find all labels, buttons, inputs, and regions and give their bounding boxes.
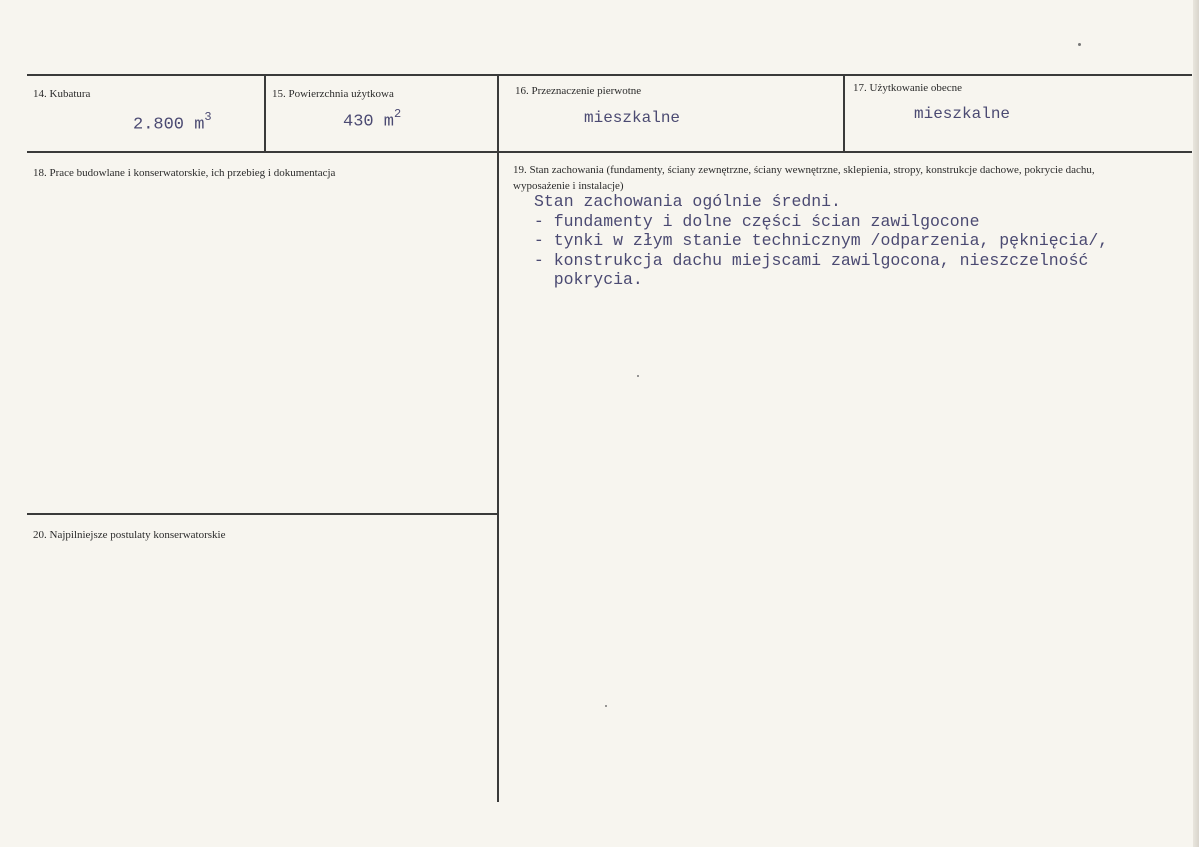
top-rule (27, 74, 1192, 76)
field-19-label: 19. Stan zachowania (fundamenty, ściany zewnętrzne, ściany wewnętrzne, sklepienia, stropy, konstrukcje dachowe, pokrycie dachu, wyposażenie i instalacje) (513, 164, 1095, 192)
card-edge (1193, 0, 1199, 847)
field-19-text (516, 192, 1108, 290)
powierzchnia-exponent: 2 (394, 107, 402, 121)
powierzchnia-value: 430 m (343, 112, 395, 132)
field-14-label: 14. Kubatura (33, 88, 91, 100)
condition-line: Stan zachowania ogólnie średni. (534, 192, 841, 211)
field18-bottom-rule (27, 513, 498, 515)
divider-16-17 (843, 75, 845, 152)
condition-line: - konstrukcja dachu miejscami zawilgocona, nieszczelność (524, 250, 1089, 270)
kubatura-exponent: 3 (204, 110, 212, 124)
field-16-label: 16. Przeznaczenie pierwotne (515, 85, 642, 97)
divider-15-16 (497, 75, 499, 802)
condition-line: pokrycia. (524, 270, 643, 289)
divider-14-15 (264, 75, 266, 152)
field-15-value (343, 109, 401, 132)
paper-speck (1078, 43, 1081, 46)
field-16-value: mieszkalne (584, 109, 681, 127)
field-20-label: 20. Najpilniejsze postulaty konserwatorskie (33, 529, 226, 541)
field-15-label: 15. Powierzchnia użytkowa (272, 88, 394, 100)
field-17-label: 17. Użytkowanie obecne (853, 82, 963, 94)
paper-speck (605, 705, 607, 707)
field-14-value (133, 112, 212, 135)
field-17-value: mieszkalne (914, 105, 1011, 123)
condition-line: - fundamenty i dolne części ścian zawilgocone (524, 211, 980, 231)
field-18-label: 18. Prace budowlane i konserwatorskie, ich przebieg i dokumentacja (33, 167, 336, 179)
condition-line: - tynki w złym stanie technicznym /odparzenia, pęknięcia/, (524, 231, 1109, 250)
kubatura-value: 2.800 m (133, 115, 205, 135)
paper-speck (637, 375, 639, 377)
row1-bottom-rule (27, 151, 1192, 153)
